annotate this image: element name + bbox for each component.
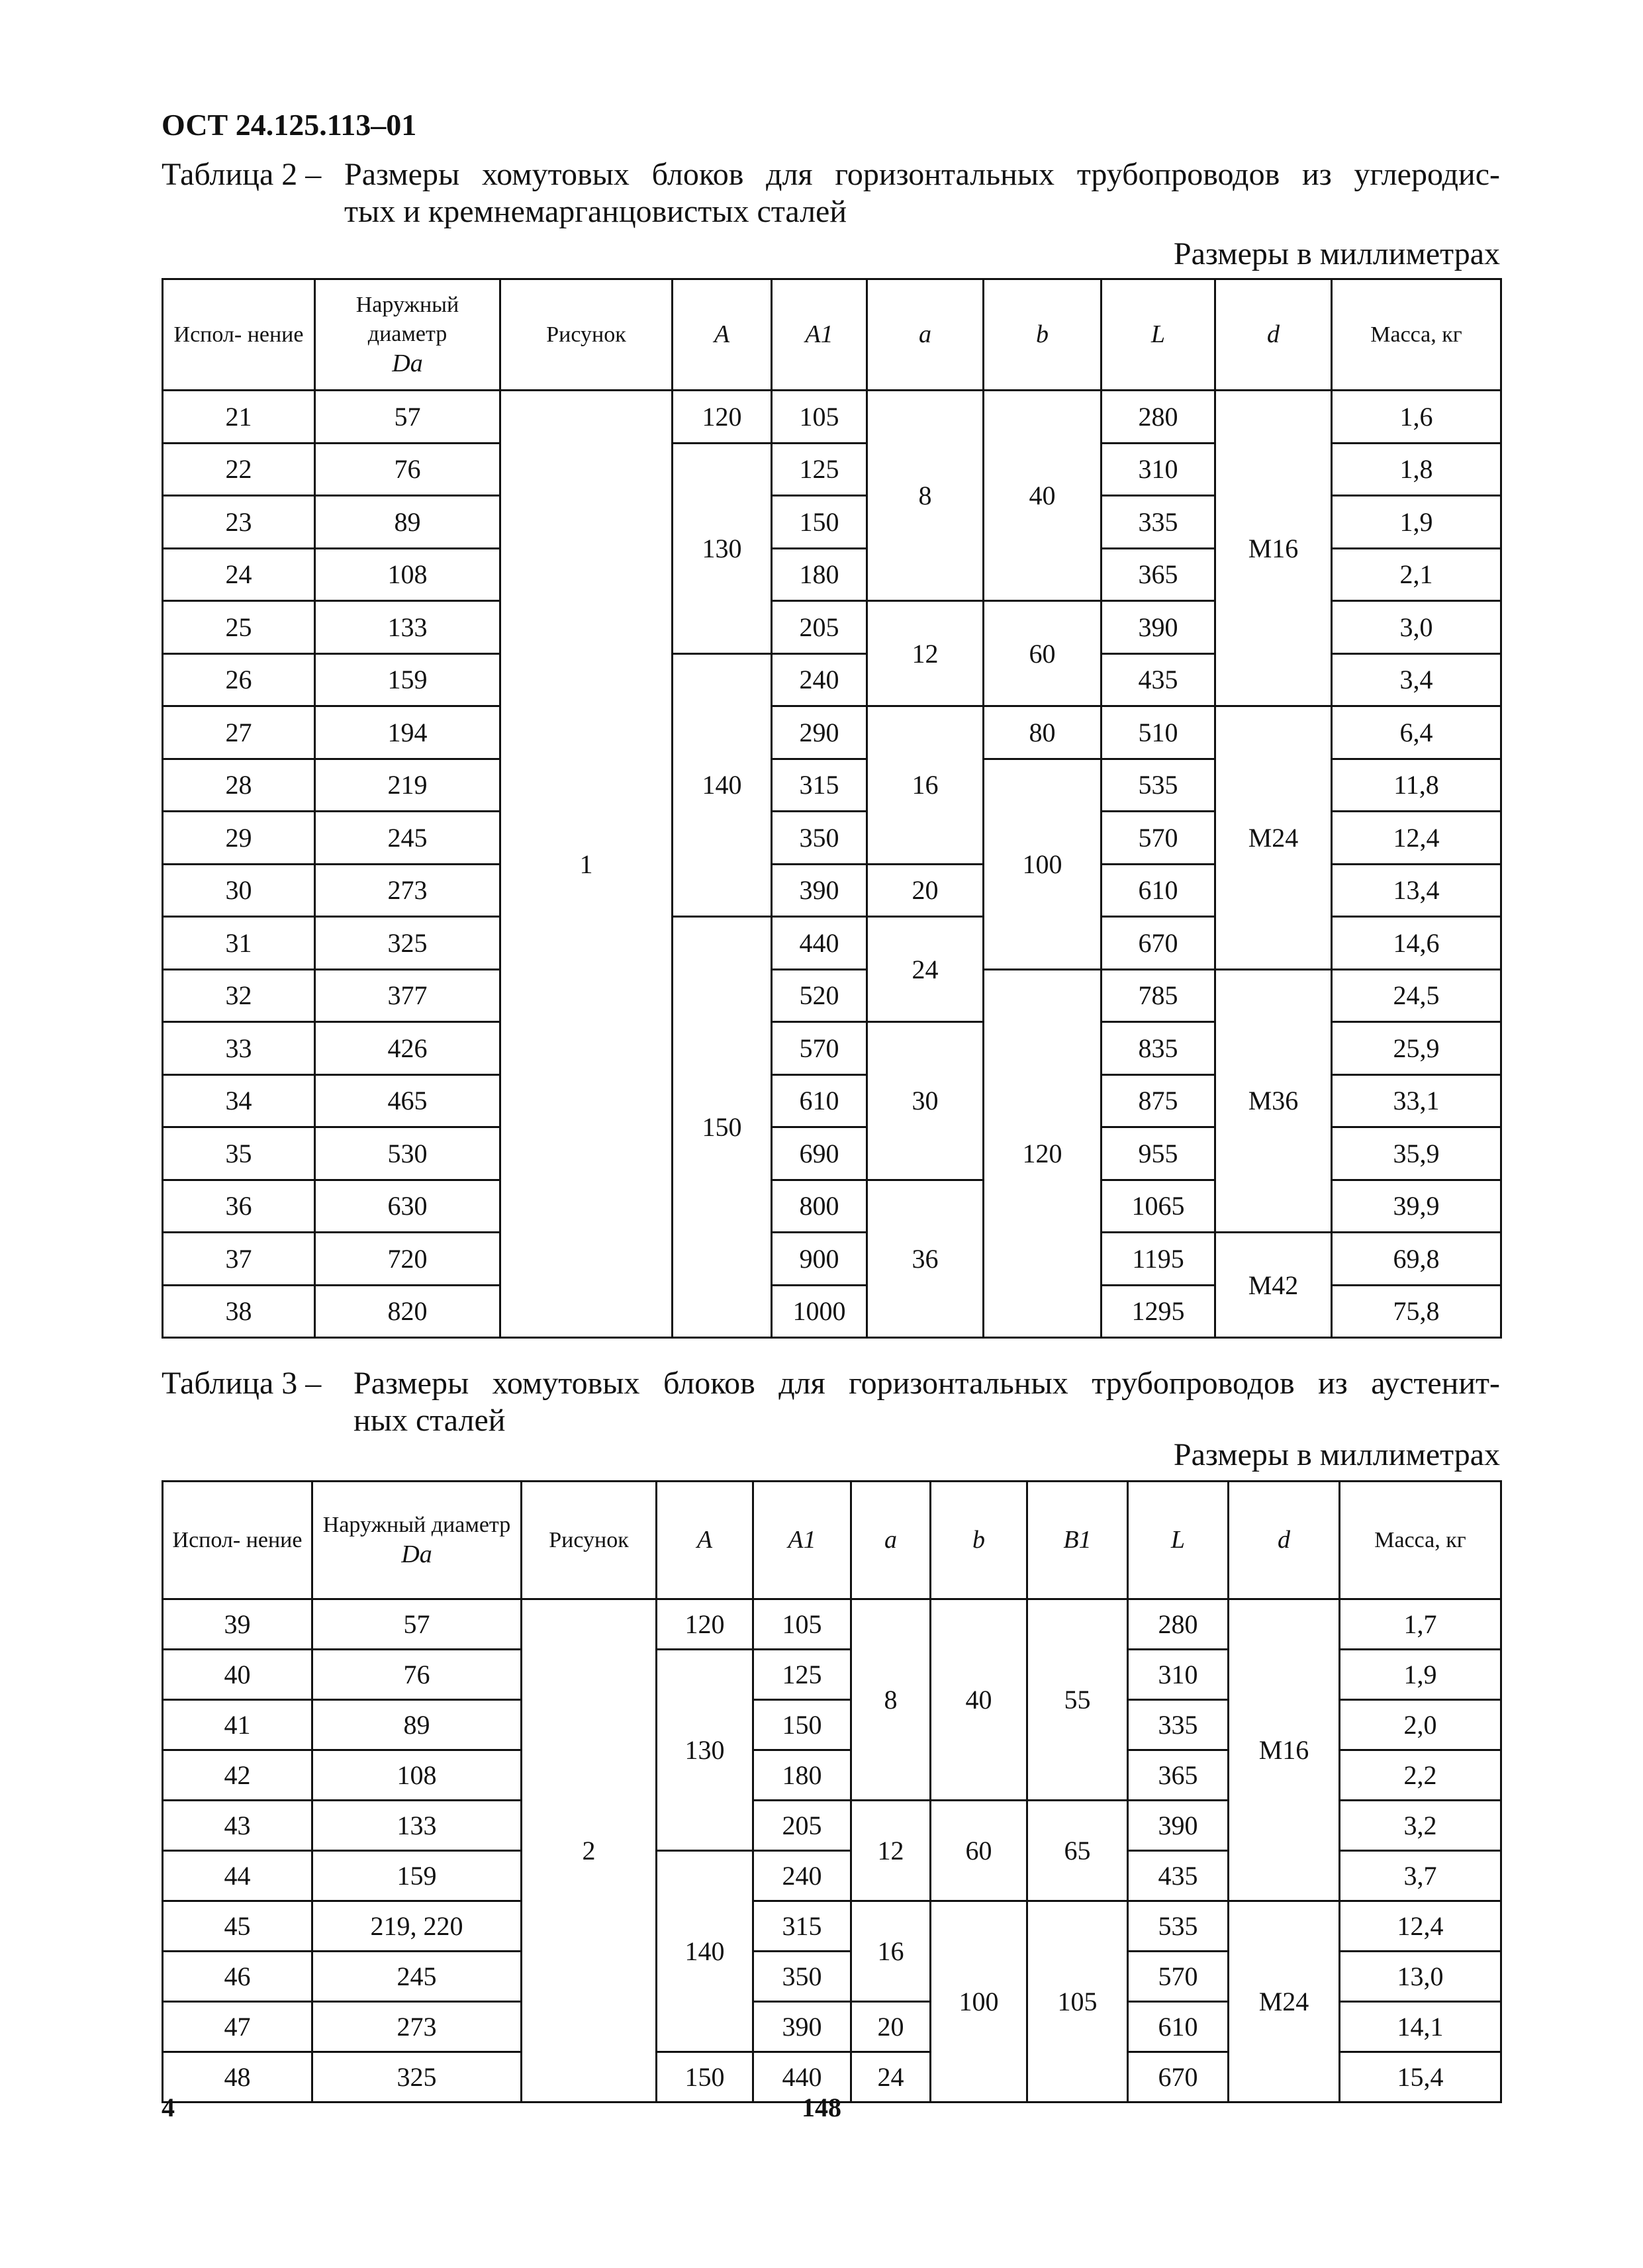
table2 bbox=[162, 278, 1502, 1339]
massa-cell: 14,6 bbox=[1332, 917, 1501, 970]
b-cell: 100 bbox=[984, 759, 1102, 969]
a-cell: 36 bbox=[867, 1180, 984, 1338]
diameter-cell: 630 bbox=[315, 1180, 500, 1233]
L-cell: 310 bbox=[1128, 1650, 1229, 1700]
ispolnenie-cell: 42 bbox=[163, 1750, 312, 1801]
ispolnenie-cell: 25 bbox=[163, 601, 315, 654]
t2-header-d: d bbox=[1215, 279, 1332, 391]
diameter-cell: 108 bbox=[315, 548, 500, 601]
A-cell: 120 bbox=[657, 1599, 753, 1650]
L-cell: 1295 bbox=[1102, 1285, 1215, 1338]
table3-caption-line2: ных сталей bbox=[353, 1403, 506, 1438]
table3-units-note: Размеры в миллиметрах bbox=[1173, 1437, 1500, 1472]
B1-cell: 55 bbox=[1027, 1599, 1128, 1801]
massa-cell: 3,2 bbox=[1340, 1801, 1501, 1851]
table2-body bbox=[163, 391, 1501, 1338]
A1-cell: 800 bbox=[772, 1180, 867, 1233]
t3-header-diameter: Наружный диаметр Da bbox=[312, 1482, 522, 1599]
A-cell: 140 bbox=[657, 1851, 753, 2052]
t3-header-L: L bbox=[1128, 1482, 1229, 1599]
massa-cell: 1,6 bbox=[1332, 391, 1501, 444]
ispolnenie-cell: 29 bbox=[163, 812, 315, 865]
A1-cell: 205 bbox=[772, 601, 867, 654]
t2-header-L: L bbox=[1102, 279, 1215, 391]
t3-header-diameter-symbol: Da bbox=[401, 1540, 432, 1568]
A1-cell: 350 bbox=[753, 1952, 851, 2002]
A1-cell: 570 bbox=[772, 1022, 867, 1075]
L-cell: 365 bbox=[1102, 548, 1215, 601]
table3 bbox=[162, 1480, 1502, 2103]
diameter-cell: 720 bbox=[315, 1233, 500, 1286]
A1-cell: 350 bbox=[772, 812, 867, 865]
table3-body bbox=[163, 1599, 1501, 2103]
risunok-cell: 2 bbox=[522, 1599, 657, 2103]
b-cell: 80 bbox=[984, 706, 1102, 759]
massa-cell: 3,7 bbox=[1340, 1851, 1501, 1901]
t3-header-B1: B1 bbox=[1027, 1482, 1128, 1599]
L-cell: 365 bbox=[1128, 1750, 1229, 1801]
d-cell: М24 bbox=[1229, 1901, 1340, 2103]
a-cell: 16 bbox=[867, 706, 984, 865]
A1-cell: 900 bbox=[772, 1233, 867, 1286]
diameter-cell: 426 bbox=[315, 1022, 500, 1075]
A1-cell: 1000 bbox=[772, 1285, 867, 1338]
t3-header-risunok: Рисунок bbox=[522, 1482, 657, 1599]
ispolnenie-cell: 22 bbox=[163, 443, 315, 496]
massa-cell: 39,9 bbox=[1332, 1180, 1501, 1233]
A-cell: 140 bbox=[673, 653, 772, 917]
L-cell: 1195 bbox=[1102, 1233, 1215, 1286]
table-row bbox=[163, 706, 1501, 759]
A1-cell: 290 bbox=[772, 706, 867, 759]
A1-cell: 125 bbox=[753, 1650, 851, 1700]
L-cell: 785 bbox=[1102, 969, 1215, 1022]
A1-cell: 105 bbox=[753, 1599, 851, 1650]
b-cell: 40 bbox=[931, 1599, 1027, 1801]
L-cell: 280 bbox=[1128, 1599, 1229, 1650]
ispolnenie-cell: 45 bbox=[163, 1901, 312, 1952]
A1-cell: 240 bbox=[772, 653, 867, 706]
ispolnenie-cell: 28 bbox=[163, 759, 315, 812]
ispolnenie-cell: 37 bbox=[163, 1233, 315, 1286]
a-cell: 24 bbox=[851, 2052, 931, 2103]
massa-cell: 1,9 bbox=[1332, 496, 1501, 549]
massa-cell: 14,1 bbox=[1340, 2002, 1501, 2052]
L-cell: 955 bbox=[1102, 1127, 1215, 1180]
massa-cell: 24,5 bbox=[1332, 969, 1501, 1022]
massa-cell: 6,4 bbox=[1332, 706, 1501, 759]
A1-cell: 105 bbox=[772, 391, 867, 444]
ispolnenie-cell: 23 bbox=[163, 496, 315, 549]
ispolnenie-cell: 36 bbox=[163, 1180, 315, 1233]
L-cell: 670 bbox=[1102, 917, 1215, 970]
t2-header-diameter-symbol: Da bbox=[392, 349, 423, 377]
diameter-cell: 273 bbox=[315, 864, 500, 917]
table2-units-note: Размеры в миллиметрах bbox=[1173, 236, 1500, 271]
massa-cell: 69,8 bbox=[1332, 1233, 1501, 1286]
t3-header-A: A bbox=[657, 1482, 753, 1599]
ispolnenie-cell: 38 bbox=[163, 1285, 315, 1338]
massa-cell: 13,0 bbox=[1340, 1952, 1501, 2002]
table-row bbox=[163, 1599, 1501, 1650]
diameter-cell: 325 bbox=[315, 917, 500, 970]
L-cell: 610 bbox=[1128, 2002, 1229, 2052]
d-cell: М36 bbox=[1215, 969, 1332, 1233]
ispolnenie-cell: 41 bbox=[163, 1700, 312, 1750]
A1-cell: 240 bbox=[753, 1851, 851, 1901]
A1-cell: 150 bbox=[753, 1700, 851, 1750]
A1-cell: 610 bbox=[772, 1074, 867, 1127]
A-cell: 120 bbox=[673, 391, 772, 444]
L-cell: 670 bbox=[1128, 2052, 1229, 2103]
massa-cell: 2,1 bbox=[1332, 548, 1501, 601]
ispolnenie-cell: 48 bbox=[163, 2052, 312, 2103]
diameter-cell: 377 bbox=[315, 969, 500, 1022]
B1-cell: 105 bbox=[1027, 1901, 1128, 2103]
A1-cell: 440 bbox=[753, 2052, 851, 2103]
table2-caption-line2: тых и кремнемарганцовистых сталей bbox=[344, 194, 847, 229]
t3-header-b: b bbox=[931, 1482, 1027, 1599]
diameter-cell: 159 bbox=[315, 653, 500, 706]
ispolnenie-cell: 35 bbox=[163, 1127, 315, 1180]
ispolnenie-cell: 40 bbox=[163, 1650, 312, 1700]
t2-header-massa: Масса, кг bbox=[1332, 279, 1501, 391]
L-cell: 390 bbox=[1128, 1801, 1229, 1851]
L-cell: 435 bbox=[1102, 653, 1215, 706]
A1-cell: 690 bbox=[772, 1127, 867, 1180]
t2-header-risunok: Рисунок bbox=[500, 279, 673, 391]
L-cell: 835 bbox=[1102, 1022, 1215, 1075]
ispolnenie-cell: 33 bbox=[163, 1022, 315, 1075]
diameter-cell: 245 bbox=[315, 812, 500, 865]
diameter-cell: 133 bbox=[315, 601, 500, 654]
massa-cell: 33,1 bbox=[1332, 1074, 1501, 1127]
ispolnenie-cell: 39 bbox=[163, 1599, 312, 1650]
ispolnenie-cell: 31 bbox=[163, 917, 315, 970]
massa-cell: 2,0 bbox=[1340, 1700, 1501, 1750]
a-cell: 20 bbox=[867, 864, 984, 917]
a-cell: 20 bbox=[851, 2002, 931, 2052]
A-cell: 150 bbox=[657, 2052, 753, 2103]
massa-cell: 13,4 bbox=[1332, 864, 1501, 917]
t3-header-a: a bbox=[851, 1482, 931, 1599]
diameter-cell: 76 bbox=[312, 1650, 522, 1700]
A1-cell: 180 bbox=[772, 548, 867, 601]
diameter-cell: 159 bbox=[312, 1851, 522, 1901]
massa-cell: 1,8 bbox=[1332, 443, 1501, 496]
table2-caption bbox=[162, 156, 1500, 230]
diameter-cell: 465 bbox=[315, 1074, 500, 1127]
t2-header-A1: A1 bbox=[772, 279, 867, 391]
A1-cell: 520 bbox=[772, 969, 867, 1022]
d-cell: М24 bbox=[1215, 706, 1332, 970]
t3-header-ispolnenie: Испол- нение bbox=[163, 1482, 312, 1599]
diameter-cell: 219 bbox=[315, 759, 500, 812]
ispolnenie-cell: 30 bbox=[163, 864, 315, 917]
d-cell: М16 bbox=[1215, 391, 1332, 706]
table2-caption-prefix: Таблица 2 – bbox=[162, 157, 322, 192]
L-cell: 610 bbox=[1102, 864, 1215, 917]
a-cell: 8 bbox=[851, 1599, 931, 1801]
diameter-cell: 219, 220 bbox=[312, 1901, 522, 1952]
a-cell: 16 bbox=[851, 1901, 931, 2002]
massa-cell: 12,4 bbox=[1332, 812, 1501, 865]
massa-cell: 15,4 bbox=[1340, 2052, 1501, 2103]
t2-header-a: a bbox=[867, 279, 984, 391]
A1-cell: 390 bbox=[772, 864, 867, 917]
ispolnenie-cell: 47 bbox=[163, 2002, 312, 2052]
L-cell: 335 bbox=[1128, 1700, 1229, 1750]
diameter-cell: 530 bbox=[315, 1127, 500, 1180]
massa-cell: 75,8 bbox=[1332, 1285, 1501, 1338]
table-row bbox=[163, 391, 1501, 444]
L-cell: 570 bbox=[1128, 1952, 1229, 2002]
massa-cell: 25,9 bbox=[1332, 1022, 1501, 1075]
a-cell: 12 bbox=[851, 1801, 931, 1901]
diameter-cell: 76 bbox=[315, 443, 500, 496]
A1-cell: 125 bbox=[772, 443, 867, 496]
a-cell: 12 bbox=[867, 601, 984, 706]
massa-cell: 1,7 bbox=[1340, 1599, 1501, 1650]
massa-cell: 2,2 bbox=[1340, 1750, 1501, 1801]
L-cell: 535 bbox=[1128, 1901, 1229, 1952]
table3-caption-line1: Размеры хомутовых блоков для горизонтальных трубопроводов из аустенит- bbox=[353, 1366, 1500, 1401]
table3-caption bbox=[162, 1365, 1500, 1439]
table-row bbox=[163, 1901, 1501, 1952]
d-cell: М42 bbox=[1215, 1233, 1332, 1338]
L-cell: 875 bbox=[1102, 1074, 1215, 1127]
footer-page-number: 148 bbox=[802, 2093, 841, 2122]
A-cell: 130 bbox=[673, 443, 772, 653]
L-cell: 535 bbox=[1102, 759, 1215, 812]
d-cell: М16 bbox=[1229, 1599, 1340, 1901]
A1-cell: 180 bbox=[753, 1750, 851, 1801]
ispolnenie-cell: 34 bbox=[163, 1074, 315, 1127]
ispolnenie-cell: 27 bbox=[163, 706, 315, 759]
diameter-cell: 57 bbox=[315, 391, 500, 444]
diameter-cell: 133 bbox=[312, 1801, 522, 1851]
diameter-cell: 273 bbox=[312, 2002, 522, 2052]
ispolnenie-cell: 44 bbox=[163, 1851, 312, 1901]
t3-header-d: d bbox=[1229, 1482, 1340, 1599]
ispolnenie-cell: 26 bbox=[163, 653, 315, 706]
t2-header-ispolnenie: Испол- нение bbox=[163, 279, 315, 391]
diameter-cell: 820 bbox=[315, 1285, 500, 1338]
diameter-cell: 325 bbox=[312, 2052, 522, 2103]
table-row bbox=[163, 1233, 1501, 1286]
diameter-cell: 194 bbox=[315, 706, 500, 759]
massa-cell: 35,9 bbox=[1332, 1127, 1501, 1180]
L-cell: 280 bbox=[1102, 391, 1215, 444]
document-code: ОСТ 24.125.113–01 bbox=[162, 108, 417, 142]
diameter-cell: 89 bbox=[315, 496, 500, 549]
diameter-cell: 57 bbox=[312, 1599, 522, 1650]
A-cell: 150 bbox=[673, 917, 772, 1338]
ispolnenie-cell: 24 bbox=[163, 548, 315, 601]
b-cell: 100 bbox=[931, 1901, 1027, 2103]
b-cell: 40 bbox=[984, 391, 1102, 601]
t3-header-massa: Масса, кг bbox=[1340, 1482, 1501, 1599]
diameter-cell: 89 bbox=[312, 1700, 522, 1750]
A1-cell: 315 bbox=[753, 1901, 851, 1952]
L-cell: 390 bbox=[1102, 601, 1215, 654]
table2-caption-line1: Размеры хомутовых блоков для горизонтальных трубопроводов из углеродис- bbox=[344, 157, 1500, 192]
t2-header-b: b bbox=[984, 279, 1102, 391]
b-cell: 120 bbox=[984, 969, 1102, 1338]
b-cell: 60 bbox=[931, 1801, 1027, 1901]
risunok-cell: 1 bbox=[500, 391, 673, 1338]
A1-cell: 150 bbox=[772, 496, 867, 549]
L-cell: 1065 bbox=[1102, 1180, 1215, 1233]
ispolnenie-cell: 21 bbox=[163, 391, 315, 444]
B1-cell: 65 bbox=[1027, 1801, 1128, 1901]
table3-caption-prefix: Таблица 3 – bbox=[162, 1366, 322, 1401]
massa-cell: 3,4 bbox=[1332, 653, 1501, 706]
L-cell: 570 bbox=[1102, 812, 1215, 865]
L-cell: 335 bbox=[1102, 496, 1215, 549]
diameter-cell: 245 bbox=[312, 1952, 522, 2002]
massa-cell: 3,0 bbox=[1332, 601, 1501, 654]
a-cell: 30 bbox=[867, 1022, 984, 1180]
L-cell: 310 bbox=[1102, 443, 1215, 496]
A1-cell: 205 bbox=[753, 1801, 851, 1851]
diameter-cell: 108 bbox=[312, 1750, 522, 1801]
ispolnenie-cell: 46 bbox=[163, 1952, 312, 2002]
L-cell: 510 bbox=[1102, 706, 1215, 759]
a-cell: 24 bbox=[867, 917, 984, 1022]
t2-header-A: A bbox=[673, 279, 772, 391]
b-cell: 60 bbox=[984, 601, 1102, 706]
ispolnenie-cell: 32 bbox=[163, 969, 315, 1022]
massa-cell: 11,8 bbox=[1332, 759, 1501, 812]
t3-header-A1: A1 bbox=[753, 1482, 851, 1599]
A1-cell: 390 bbox=[753, 2002, 851, 2052]
t2-header-diameter: Наружный диаметр Da bbox=[315, 279, 500, 391]
L-cell: 435 bbox=[1128, 1851, 1229, 1901]
footer-page-left: 4 bbox=[162, 2093, 175, 2122]
A1-cell: 315 bbox=[772, 759, 867, 812]
a-cell: 8 bbox=[867, 391, 984, 601]
table-row bbox=[163, 969, 1501, 1022]
ispolnenie-cell: 43 bbox=[163, 1801, 312, 1851]
A-cell: 130 bbox=[657, 1650, 753, 1851]
massa-cell: 12,4 bbox=[1340, 1901, 1501, 1952]
massa-cell: 1,9 bbox=[1340, 1650, 1501, 1700]
A1-cell: 440 bbox=[772, 917, 867, 970]
